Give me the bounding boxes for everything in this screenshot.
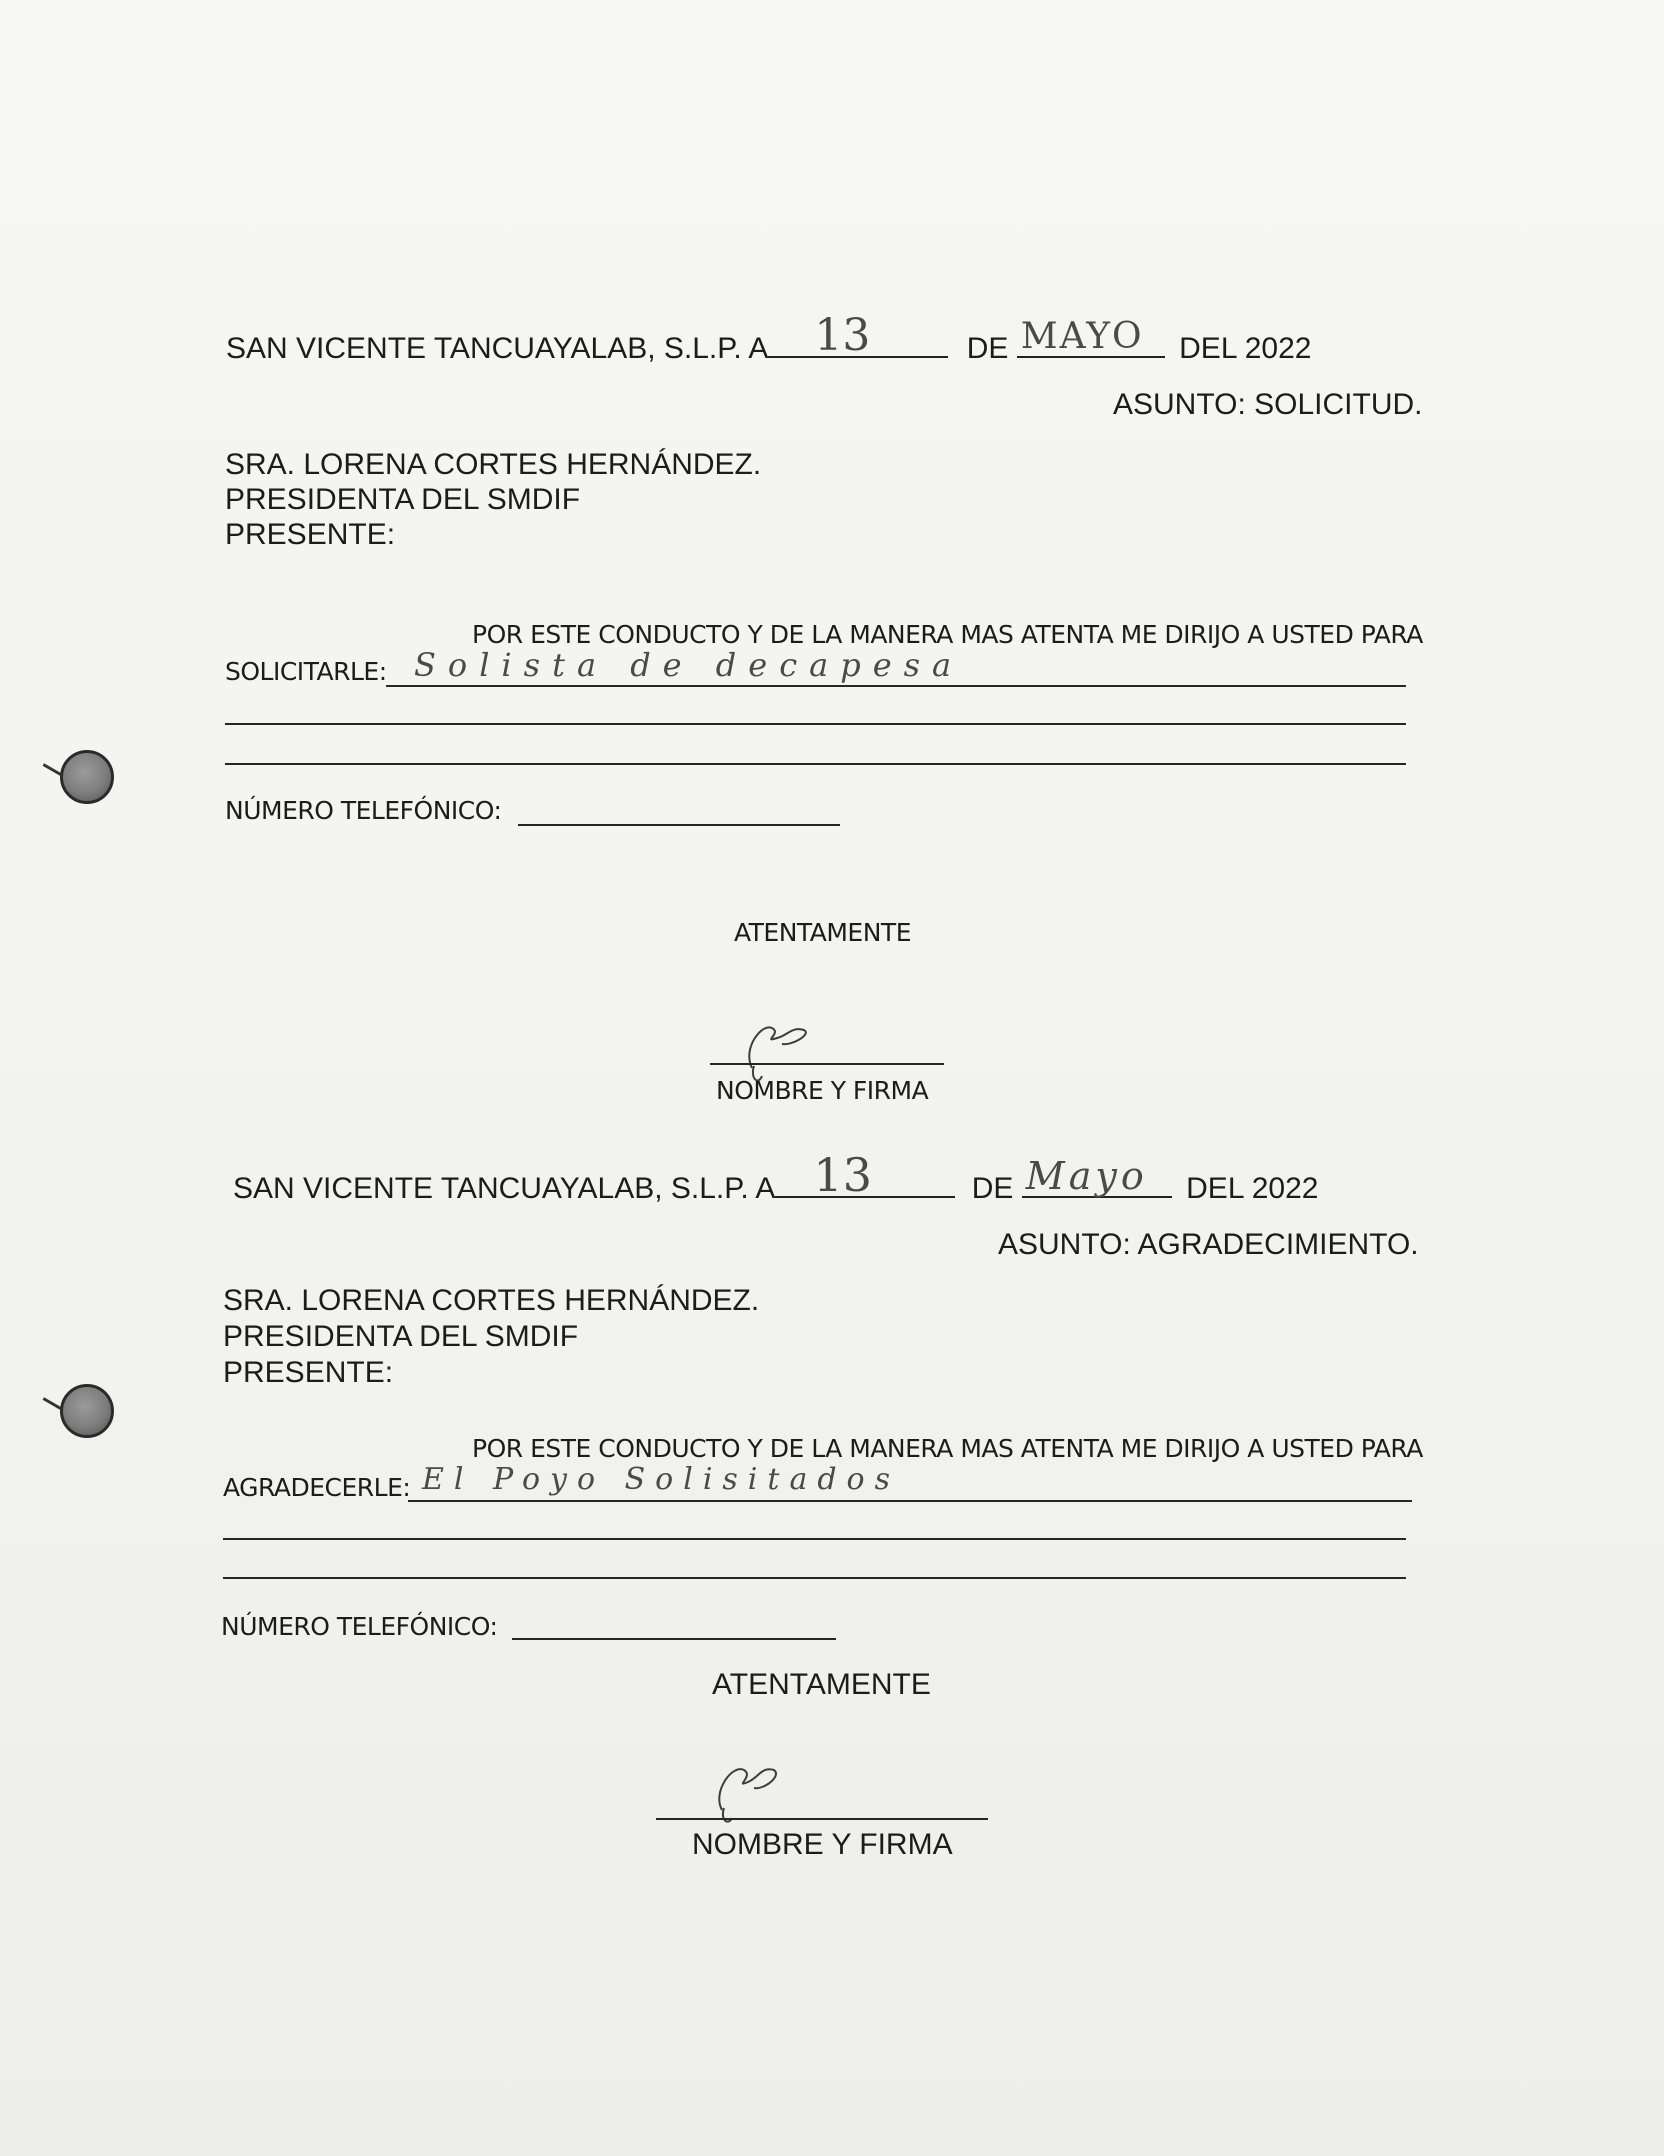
letter-1-recipient-name: SRA. LORENA CORTES HERNÁNDEZ.: [225, 448, 762, 481]
letter-2-phone-label: NÚMERO TELEFÓNICO:: [221, 1612, 498, 1641]
letter-2-day-field: [775, 1148, 955, 1202]
letter-2-purpose-label: AGRADECERLE:: [223, 1473, 411, 1502]
letter-2-month-field: [1022, 1154, 1172, 1198]
letter-1-phone-label: NÚMERO TELEFÓNICO:: [225, 796, 502, 825]
letter-2-closing: ATENTAMENTE: [712, 1668, 931, 1701]
letter-1-de-label: DE: [966, 332, 1009, 365]
letter-2-phone-field: [512, 1638, 836, 1640]
letter-2-signature: [700, 1748, 790, 1828]
letter-2-year: DEL 2022: [1186, 1172, 1319, 1205]
letter-1-day-field: [768, 310, 948, 361]
letter-1-place: SAN VICENTE TANCUAYALAB, S.L.P. A: [226, 332, 769, 365]
letter-2-month: Mayo: [1025, 1154, 1148, 1198]
letter-1-closing: ATENTAMENTE: [734, 918, 911, 947]
letter-2-recipient-name: SRA. LORENA CORTES HERNÁNDEZ.: [223, 1284, 760, 1317]
letter-2-recipient-title: PRESIDENTA DEL SMDIF: [223, 1320, 579, 1353]
binder-hole-bottom: [60, 1384, 114, 1438]
letter-1-recipient-title: PRESIDENTA DEL SMDIF: [225, 483, 581, 516]
letter-2-de-label: DE: [971, 1172, 1014, 1205]
letter-1-intro: POR ESTE CONDUCTO Y DE LA MANERA MAS ATENTA ME DIRIJO A USTED PARA: [472, 620, 1423, 649]
letter-1-month: MAYO: [1020, 316, 1144, 357]
letter-1-purpose-value: Solista de decapesa: [414, 646, 964, 684]
letter-1-signature-label: NOMBRE Y FIRMA: [716, 1076, 929, 1105]
letter-1-presente: PRESENTE:: [225, 518, 396, 551]
letter-1-date-line: [226, 310, 1312, 366]
letter-1-subject: ASUNTO: SOLICITUD.: [1113, 388, 1423, 421]
letter-2-purpose-value: El Poyo Solisitados: [422, 1462, 901, 1497]
letter-1-year: DEL 2022: [1179, 332, 1312, 365]
letter-2-subject: ASUNTO: AGRADECIMIENTO.: [998, 1228, 1419, 1261]
binder-hole-top: [60, 750, 114, 804]
letter-1-purpose-label: SOLICITARLE:: [225, 657, 387, 686]
letter-2-signature-label: NOMBRE Y FIRMA: [692, 1828, 953, 1861]
letter-1-month-field: [1017, 316, 1165, 358]
letter-1-day: 13: [814, 310, 871, 361]
letter-2-intro: POR ESTE CONDUCTO Y DE LA MANERA MAS ATENTA ME DIRIJO A USTED PARA: [472, 1434, 1423, 1463]
letter-2-date-line: [233, 1148, 1319, 1206]
letter-1-phone-field: [518, 824, 840, 826]
letter-2-presente: PRESENTE:: [223, 1356, 394, 1389]
letter-2-day: 13: [813, 1148, 872, 1202]
letter-2-place: SAN VICENTE TANCUAYALAB, S.L.P. A: [233, 1172, 776, 1205]
